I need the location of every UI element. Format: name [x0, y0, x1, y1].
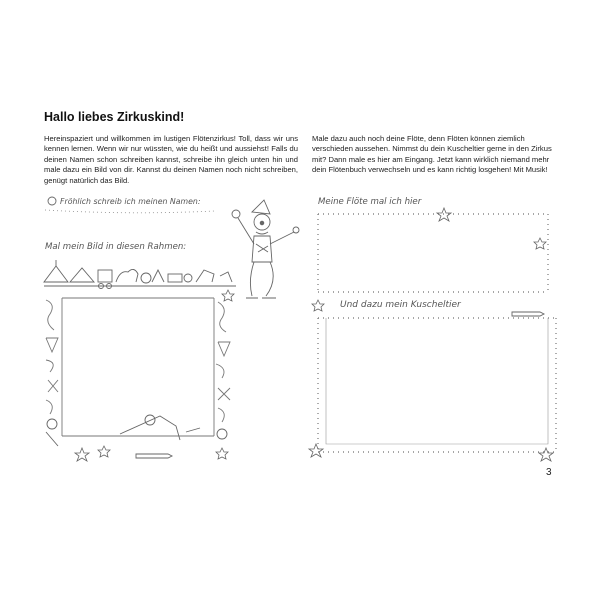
pencil-icon — [136, 454, 172, 458]
intro-paragraph-right: Male dazu auch noch deine Flöte, denn Flöten können ziemlich verschieden aussehen. Nimmst du dein Kuscheltier gerne in den Zirkus mit? Dann male es hier am Eingang. Jetzt kann wirklich niemand mehr dein Flötenbuch verwechseln und es kann richtig losgehen! Mit Musik! — [312, 134, 552, 175]
page-heading: Hallo liebes Zirkuskind! — [44, 110, 185, 124]
plush-prompt: Und dazu mein Kuscheltier — [340, 300, 461, 310]
smiley-icon — [48, 197, 56, 205]
plush-frame — [318, 318, 556, 452]
circus-parade — [44, 260, 236, 289]
flute-frame — [318, 214, 548, 292]
star-icon — [539, 448, 553, 461]
star-icon — [98, 446, 110, 457]
flute-prompt: Meine Flöte mal ich hier — [318, 197, 422, 207]
star-icon — [75, 448, 89, 461]
star-icon — [216, 448, 228, 459]
star-icon — [309, 444, 323, 457]
clown-illustration — [232, 200, 299, 298]
picture-prompt: Mal mein Bild in diesen Rahmen: — [45, 242, 187, 252]
star-icon — [312, 300, 324, 311]
intro-paragraph-left: Hereinspaziert und willkommen im lustigen Flötenzirkus! Toll, dass wir uns kennen lernen. Wenn wir nur wüssten, wie du heißt und aussiehst! Falls du deinen Namen schon schreiben kannst, schreibe ihn gleich unten hin und male dazu ein Bild von dir. Kannst du deinen Namen noch nicht schreiben, genügt natürlich das Bild. — [44, 134, 298, 185]
star-icon — [222, 290, 234, 301]
page-number: 3 — [546, 467, 552, 478]
star-icon — [534, 238, 546, 249]
pencil-icon — [512, 312, 544, 316]
picture-frame — [46, 298, 230, 446]
name-prompt: Fröhlich schreib ich meinen Namen: — [60, 197, 201, 206]
